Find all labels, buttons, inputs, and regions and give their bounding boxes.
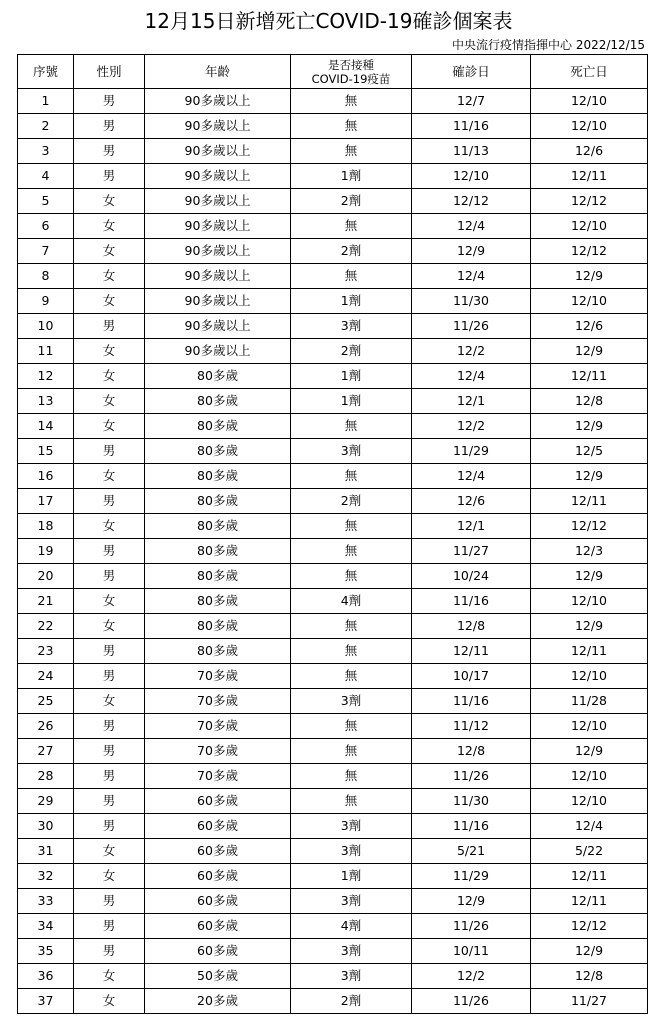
cell-confirmed-date: 12/4 (412, 464, 531, 489)
cell-age: 90多歲以上 (145, 264, 291, 289)
cell-sex: 女 (74, 964, 145, 989)
cell-vaccinated: 無 (291, 139, 412, 164)
table-row (18, 189, 648, 214)
cell-vaccinated: 1劑 (291, 364, 412, 389)
cell-id: 11 (18, 339, 74, 364)
cell-death-date: 12/10 (531, 114, 648, 139)
cell-id: 35 (18, 939, 74, 964)
cell-id: 9 (18, 289, 74, 314)
cell-sex: 男 (74, 889, 145, 914)
cell-confirmed-date: 11/29 (412, 439, 531, 464)
cell-vaccinated: 無 (291, 514, 412, 539)
cell-sex: 男 (74, 714, 145, 739)
cell-vaccinated: 1劑 (291, 289, 412, 314)
cell-id: 22 (18, 614, 74, 639)
header-vaccinated-line1: 是否接種 (328, 57, 374, 72)
table-row (18, 539, 648, 564)
cell-sex: 男 (74, 664, 145, 689)
cell-vaccinated: 無 (291, 114, 412, 139)
cell-sex: 女 (74, 864, 145, 889)
cell-age: 90多歲以上 (145, 239, 291, 264)
cell-vaccinated: 無 (291, 414, 412, 439)
table-row (18, 414, 648, 439)
cell-id: 25 (18, 689, 74, 714)
cell-death-date: 11/27 (531, 989, 648, 1014)
cell-confirmed-date: 12/12 (412, 189, 531, 214)
cell-death-date: 12/12 (531, 189, 648, 214)
table-row (18, 489, 648, 514)
cell-confirmed-date: 11/30 (412, 289, 531, 314)
cell-age: 90多歲以上 (145, 139, 291, 164)
cell-id: 7 (18, 239, 74, 264)
cell-age: 50多歲 (145, 964, 291, 989)
table-row (18, 764, 648, 789)
table-row (18, 439, 648, 464)
cell-age: 80多歲 (145, 439, 291, 464)
cell-vaccinated: 無 (291, 664, 412, 689)
cell-sex: 男 (74, 764, 145, 789)
cell-id: 6 (18, 214, 74, 239)
cell-id: 27 (18, 739, 74, 764)
cell-vaccinated: 無 (291, 89, 412, 114)
cell-death-date: 12/9 (531, 339, 648, 364)
cell-id: 10 (18, 314, 74, 339)
cell-vaccinated: 無 (291, 614, 412, 639)
cell-sex: 女 (74, 989, 145, 1014)
cell-id: 18 (18, 514, 74, 539)
table-row (18, 514, 648, 539)
table-header-row (18, 55, 648, 89)
cases-table (17, 54, 648, 1014)
cell-id: 20 (18, 564, 74, 589)
cell-confirmed-date: 11/29 (412, 864, 531, 889)
cell-sex: 女 (74, 689, 145, 714)
cell-sex: 女 (74, 214, 145, 239)
cell-confirmed-date: 12/2 (412, 964, 531, 989)
cell-death-date: 12/6 (531, 139, 648, 164)
header-vaccinated-line2: COVID-19疫苗 (311, 71, 391, 86)
cell-age: 90多歲以上 (145, 289, 291, 314)
cell-sex: 男 (74, 914, 145, 939)
cell-age: 80多歲 (145, 639, 291, 664)
cell-id: 2 (18, 114, 74, 139)
header-id: 序號 (18, 55, 74, 89)
cell-death-date: 12/10 (531, 664, 648, 689)
cell-death-date: 12/9 (531, 414, 648, 439)
cell-confirmed-date: 10/24 (412, 564, 531, 589)
cell-death-date: 12/3 (531, 539, 648, 564)
header-death-date: 死亡日 (531, 55, 648, 89)
cell-sex: 女 (74, 239, 145, 264)
cell-vaccinated: 無 (291, 214, 412, 239)
cell-age: 60多歲 (145, 939, 291, 964)
cell-id: 26 (18, 714, 74, 739)
table-row (18, 589, 648, 614)
cell-age: 90多歲以上 (145, 214, 291, 239)
cell-age: 90多歲以上 (145, 164, 291, 189)
table-row (18, 939, 648, 964)
table-row (18, 564, 648, 589)
cell-age: 80多歲 (145, 589, 291, 614)
cell-vaccinated: 2劑 (291, 189, 412, 214)
header-age: 年齡 (145, 55, 291, 89)
cell-vaccinated: 無 (291, 789, 412, 814)
cell-age: 60多歲 (145, 789, 291, 814)
cell-id: 14 (18, 414, 74, 439)
cell-sex: 女 (74, 839, 145, 864)
cell-age: 70多歲 (145, 664, 291, 689)
table-row (18, 214, 648, 239)
cell-death-date: 12/11 (531, 164, 648, 189)
cell-vaccinated: 3劑 (291, 814, 412, 839)
cell-id: 1 (18, 89, 74, 114)
cell-id: 31 (18, 839, 74, 864)
header-sex: 性別 (74, 55, 145, 89)
cell-id: 16 (18, 464, 74, 489)
cell-sex: 男 (74, 489, 145, 514)
cell-death-date: 12/12 (531, 914, 648, 939)
cell-confirmed-date: 11/16 (412, 814, 531, 839)
cell-age: 60多歲 (145, 839, 291, 864)
cell-confirmed-date: 10/17 (412, 664, 531, 689)
cell-sex: 男 (74, 564, 145, 589)
cell-id: 24 (18, 664, 74, 689)
cell-death-date: 11/28 (531, 689, 648, 714)
cell-age: 90多歲以上 (145, 114, 291, 139)
cell-confirmed-date: 12/9 (412, 239, 531, 264)
cell-death-date: 12/11 (531, 639, 648, 664)
cell-vaccinated: 3劑 (291, 689, 412, 714)
cell-id: 19 (18, 539, 74, 564)
cell-death-date: 12/10 (531, 789, 648, 814)
cell-sex: 男 (74, 114, 145, 139)
cell-vaccinated: 2劑 (291, 989, 412, 1014)
cell-id: 36 (18, 964, 74, 989)
cell-age: 80多歲 (145, 614, 291, 639)
cell-death-date: 12/10 (531, 214, 648, 239)
cell-death-date: 12/10 (531, 714, 648, 739)
cell-age: 60多歲 (145, 864, 291, 889)
cell-age: 80多歲 (145, 539, 291, 564)
table-row (18, 814, 648, 839)
cell-id: 34 (18, 914, 74, 939)
cell-sex: 男 (74, 139, 145, 164)
cell-vaccinated: 無 (291, 264, 412, 289)
cell-vaccinated: 4劑 (291, 589, 412, 614)
cell-sex: 男 (74, 739, 145, 764)
cell-confirmed-date: 12/1 (412, 389, 531, 414)
cell-confirmed-date: 12/4 (412, 364, 531, 389)
cell-sex: 男 (74, 539, 145, 564)
cell-id: 29 (18, 789, 74, 814)
cell-confirmed-date: 12/7 (412, 89, 531, 114)
cell-sex: 女 (74, 514, 145, 539)
cell-sex: 男 (74, 314, 145, 339)
cell-death-date: 5/22 (531, 839, 648, 864)
cell-sex: 女 (74, 289, 145, 314)
table-row (18, 714, 648, 739)
table-row (18, 889, 648, 914)
cell-sex: 女 (74, 464, 145, 489)
cell-age: 70多歲 (145, 714, 291, 739)
cell-vaccinated: 無 (291, 539, 412, 564)
cell-sex: 女 (74, 414, 145, 439)
cell-death-date: 12/9 (531, 614, 648, 639)
cell-sex: 女 (74, 264, 145, 289)
cell-vaccinated: 無 (291, 739, 412, 764)
table-row (18, 789, 648, 814)
cell-id: 4 (18, 164, 74, 189)
cell-death-date: 12/6 (531, 314, 648, 339)
table-row (18, 864, 648, 889)
cell-death-date: 12/9 (531, 264, 648, 289)
cell-confirmed-date: 12/6 (412, 489, 531, 514)
cell-vaccinated: 無 (291, 639, 412, 664)
cell-id: 12 (18, 364, 74, 389)
cell-confirmed-date: 12/4 (412, 214, 531, 239)
cell-sex: 男 (74, 814, 145, 839)
cell-sex: 女 (74, 339, 145, 364)
table-row (18, 914, 648, 939)
cell-age: 20多歲 (145, 989, 291, 1014)
cell-sex: 女 (74, 389, 145, 414)
cell-death-date: 12/11 (531, 489, 648, 514)
cell-confirmed-date: 12/4 (412, 264, 531, 289)
table-row (18, 139, 648, 164)
cell-confirmed-date: 12/10 (412, 164, 531, 189)
header-confirmed-date: 確診日 (412, 55, 531, 89)
cell-sex: 女 (74, 364, 145, 389)
table-row (18, 264, 648, 289)
cell-age: 80多歲 (145, 414, 291, 439)
cell-vaccinated: 3劑 (291, 939, 412, 964)
cell-sex: 男 (74, 164, 145, 189)
cell-vaccinated: 1劑 (291, 164, 412, 189)
cell-death-date: 12/8 (531, 964, 648, 989)
table-row (18, 614, 648, 639)
cell-vaccinated: 2劑 (291, 339, 412, 364)
cell-vaccinated: 3劑 (291, 889, 412, 914)
table-row (18, 289, 648, 314)
cell-sex: 男 (74, 939, 145, 964)
cell-confirmed-date: 12/9 (412, 889, 531, 914)
cell-age: 70多歲 (145, 739, 291, 764)
cell-id: 15 (18, 439, 74, 464)
cell-age: 60多歲 (145, 889, 291, 914)
cell-age: 90多歲以上 (145, 314, 291, 339)
table-row (18, 239, 648, 264)
cell-vaccinated: 無 (291, 714, 412, 739)
cell-confirmed-date: 11/26 (412, 989, 531, 1014)
cell-confirmed-date: 11/16 (412, 689, 531, 714)
cell-id: 21 (18, 589, 74, 614)
cell-age: 90多歲以上 (145, 89, 291, 114)
table-row (18, 114, 648, 139)
cell-age: 80多歲 (145, 364, 291, 389)
cell-age: 70多歲 (145, 689, 291, 714)
cell-vaccinated: 無 (291, 764, 412, 789)
cell-confirmed-date: 12/8 (412, 739, 531, 764)
cell-death-date: 12/5 (531, 439, 648, 464)
table-row (18, 314, 648, 339)
table-row (18, 739, 648, 764)
cell-vaccinated: 無 (291, 564, 412, 589)
page-title: 12月15日新增死亡COVID-19確診個案表 (144, 9, 513, 33)
table-row (18, 964, 648, 989)
cell-age: 80多歲 (145, 489, 291, 514)
cell-death-date: 12/10 (531, 589, 648, 614)
cell-death-date: 12/9 (531, 939, 648, 964)
table-body (18, 89, 648, 1014)
cell-vaccinated: 2劑 (291, 489, 412, 514)
cell-confirmed-date: 11/13 (412, 139, 531, 164)
cell-confirmed-date: 5/21 (412, 839, 531, 864)
cell-vaccinated: 2劑 (291, 239, 412, 264)
cell-id: 23 (18, 639, 74, 664)
cell-sex: 女 (74, 189, 145, 214)
table-row (18, 639, 648, 664)
table-row (18, 689, 648, 714)
table-row (18, 89, 648, 114)
cell-confirmed-date: 12/8 (412, 614, 531, 639)
cell-confirmed-date: 11/12 (412, 714, 531, 739)
header-vaccinated (291, 55, 412, 89)
cell-age: 80多歲 (145, 389, 291, 414)
cell-death-date: 12/12 (531, 514, 648, 539)
cell-death-date: 12/8 (531, 389, 648, 414)
cell-age: 60多歲 (145, 814, 291, 839)
cell-death-date: 12/10 (531, 289, 648, 314)
cell-id: 33 (18, 889, 74, 914)
cell-vaccinated: 1劑 (291, 389, 412, 414)
cell-confirmed-date: 11/16 (412, 114, 531, 139)
cell-death-date: 12/10 (531, 764, 648, 789)
cell-death-date: 12/4 (531, 814, 648, 839)
table-row (18, 389, 648, 414)
table-row (18, 364, 648, 389)
cell-vaccinated: 3劑 (291, 314, 412, 339)
cell-sex: 男 (74, 89, 145, 114)
table-row (18, 164, 648, 189)
cell-id: 37 (18, 989, 74, 1014)
cell-vaccinated: 3劑 (291, 839, 412, 864)
cell-id: 13 (18, 389, 74, 414)
cell-id: 17 (18, 489, 74, 514)
cell-id: 8 (18, 264, 74, 289)
cell-id: 3 (18, 139, 74, 164)
cell-id: 32 (18, 864, 74, 889)
cell-id: 30 (18, 814, 74, 839)
table-row (18, 839, 648, 864)
table-row (18, 664, 648, 689)
cell-death-date: 12/9 (531, 564, 648, 589)
cell-confirmed-date: 12/11 (412, 639, 531, 664)
cell-id: 5 (18, 189, 74, 214)
cell-confirmed-date: 11/26 (412, 914, 531, 939)
cell-confirmed-date: 11/30 (412, 789, 531, 814)
cell-death-date: 12/11 (531, 864, 648, 889)
cell-confirmed-date: 11/26 (412, 314, 531, 339)
table-row (18, 339, 648, 364)
cell-confirmed-date: 11/27 (412, 539, 531, 564)
cell-sex: 男 (74, 439, 145, 464)
cell-sex: 女 (74, 614, 145, 639)
cell-vaccinated: 1劑 (291, 864, 412, 889)
cell-age: 90多歲以上 (145, 189, 291, 214)
cell-confirmed-date: 10/11 (412, 939, 531, 964)
cell-death-date: 12/9 (531, 464, 648, 489)
cell-vaccinated: 無 (291, 464, 412, 489)
table-row (18, 989, 648, 1014)
cell-death-date: 12/9 (531, 739, 648, 764)
cell-death-date: 12/11 (531, 889, 648, 914)
cell-sex: 女 (74, 589, 145, 614)
table-row (18, 464, 648, 489)
cell-age: 90多歲以上 (145, 339, 291, 364)
cell-vaccinated: 3劑 (291, 964, 412, 989)
cell-death-date: 12/10 (531, 89, 648, 114)
cell-age: 80多歲 (145, 514, 291, 539)
cell-confirmed-date: 11/26 (412, 764, 531, 789)
cell-age: 80多歲 (145, 564, 291, 589)
source-date: 中央流行疫情指揮中心 2022/12/15 (452, 38, 645, 52)
cell-age: 70多歲 (145, 764, 291, 789)
cell-confirmed-date: 12/1 (412, 514, 531, 539)
cell-vaccinated: 3劑 (291, 439, 412, 464)
cell-age: 80多歲 (145, 464, 291, 489)
cell-sex: 男 (74, 789, 145, 814)
cell-death-date: 12/11 (531, 364, 648, 389)
cell-sex: 男 (74, 639, 145, 664)
cell-id: 28 (18, 764, 74, 789)
cell-death-date: 12/12 (531, 239, 648, 264)
cell-confirmed-date: 12/2 (412, 414, 531, 439)
cell-age: 60多歲 (145, 914, 291, 939)
cell-vaccinated: 4劑 (291, 914, 412, 939)
cell-confirmed-date: 11/16 (412, 589, 531, 614)
cell-confirmed-date: 12/2 (412, 339, 531, 364)
